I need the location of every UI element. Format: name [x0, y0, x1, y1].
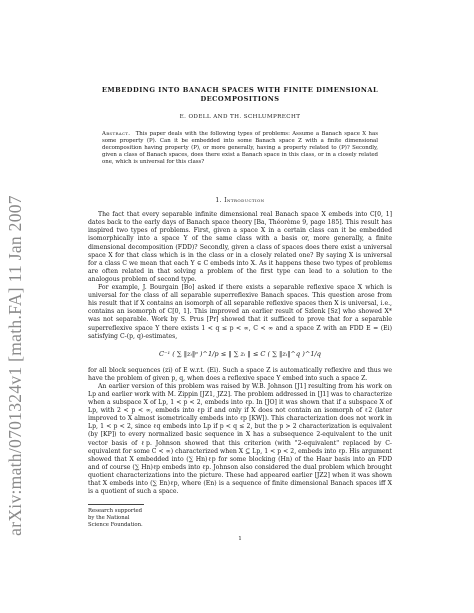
- title-line-1: EMBEDDING INTO BANACH SPACES WITH FINITE DIMENSIONAL: [101, 86, 379, 94]
- paper-page: [88, 86, 392, 543]
- footnote-text: Research supported by the National Science Foundation.: [88, 508, 143, 529]
- abstract-label: Abstract.: [102, 131, 131, 138]
- page-number: 1: [238, 536, 242, 543]
- abstract: [88, 131, 392, 166]
- intro-paragraph-1: The fact that every separable infinite dimensional real Banach space X embeds into C[0, 1] dates back to the early days of Banach space theory [Ba, Théorème 9, page 185]. This result has inspired two types of problems. First, given a space X in a certain class can it be embedded isomorphically into a space Y of the same class with a basis or, more generally, a finite dimensional decomposition (FDD)? Secondly, given a class of spaces does there exist a universal space X for that class which is in the class or in a closely related one? By saying X is universal for a class C we mean that each Y ∈ C embeds into X. As it happens these two types of problems are often related in that solving a problem of the first type can lead to a solution to the analogous problem of second type.: [88, 211, 392, 283]
- footnote-divider: [88, 504, 144, 529]
- intro-paragraph-3: for all block sequences (zi) of E w.r.t. (Ei). Such a space Z is automatically reflexive and thus we have the problem of given p, q, when does a reflexive space Y embed into such a space Z.: [88, 366, 392, 382]
- paper-title: [88, 86, 392, 104]
- abstract-text: This paper deals with the following types of problems: Assume a Banach space X has some property (P). Can it be embedded into some Banach space Z with a finite dimensional decomposition having property (P), or more generally, having a property related to (P)? Secondly, given a class of Banach spaces, does there exist a Banach space in this class, or in a closely related one, which is universal for this class?: [102, 131, 378, 166]
- arxiv-identifier-stamp: [2, 140, 28, 590]
- title-line-2: DECOMPOSITIONS: [200, 95, 280, 103]
- intro-paragraph-2: For example, J. Bourgain [Bo] asked if there exists a separable reflexive space X which is universal for the class of all separable superreflexive Banach spaces. This question arose from his result that if X contains an isomorph of all separable reflexive spaces then X is universal, i.e., contains an isomorph of C[0, 1]. This improved an earlier result of Szlenk [Sz] who showed X* was not separable. Work by S. Prus [Pr] showed that it sufficed to prove that for a separable superreflexive space Y there exists 1 < q ≤ p < ∞, C < ∞ and a space Z with an FDD E = (Ei) satisfying C-(p, q)-estimates,: [88, 284, 392, 340]
- display-equation: C⁻¹ ( ∑ ‖zᵢ‖ᵖ )^1/p ≤ ‖ ∑ zᵢ ‖ ≤ C ( ∑ ‖zᵢ‖^q )^1/q: [158, 349, 321, 358]
- paper-authors: E. ODELL AND TH. SCHLUMPRECHT: [179, 114, 301, 120]
- intro-paragraph-4: An earlier version of this problem was raised by W.B. Johnson [J1] resulting from his work on Lp and earlier work with M. Zippin [JZ1, JZ2]. The problem addressed in [J1] was to characterize when a subspace X of Lp, 1 < p < 2, embeds into ℓp. In [JO] it was shown that if a subspace X of Lp, with 2 < p < ∞, embeds into ℓp if and only if X does not contain an isomorph of ℓ2 (later improved to X almost isometrically embeds into ℓp [KW]). This characterization does not work in Lp, 1 < p < 2, since ℓq embeds into Lp if p < q ≤ 2, but the p > 2 characterization is equivalent (by [KP]) to every normalized basic sequence in X has a subsequence 2-equivalent to the unit vector basis of ℓp. Johnson showed that this criterion (with "2-equivalent" replaced by C-equivalent for some C < ∞) characterized when X ⊆ Lp, 1 < p < 2, embeds into ℓp. His argument showed that X embedded into (∑ Hn)ℓp for some blocking (Hn) of the Haar basis into an FDD and of course (∑ Hn)ℓp embeds into ℓp. Johnson also considered the dual problem which brought quotient characterizations into the picture. These had appeared earlier [JZ2] when it was shown that X embeds into (∑ En)ℓp, where (En) is a sequence of finite dimensional Banach spaces iff X is a quotient of such a space.: [88, 382, 392, 496]
- section-heading: 1. Introduction: [215, 197, 265, 205]
- arxiv-id-text: arXiv:math/0701324v1 [math.FA] 11 Jan 2007: [4, 194, 25, 536]
